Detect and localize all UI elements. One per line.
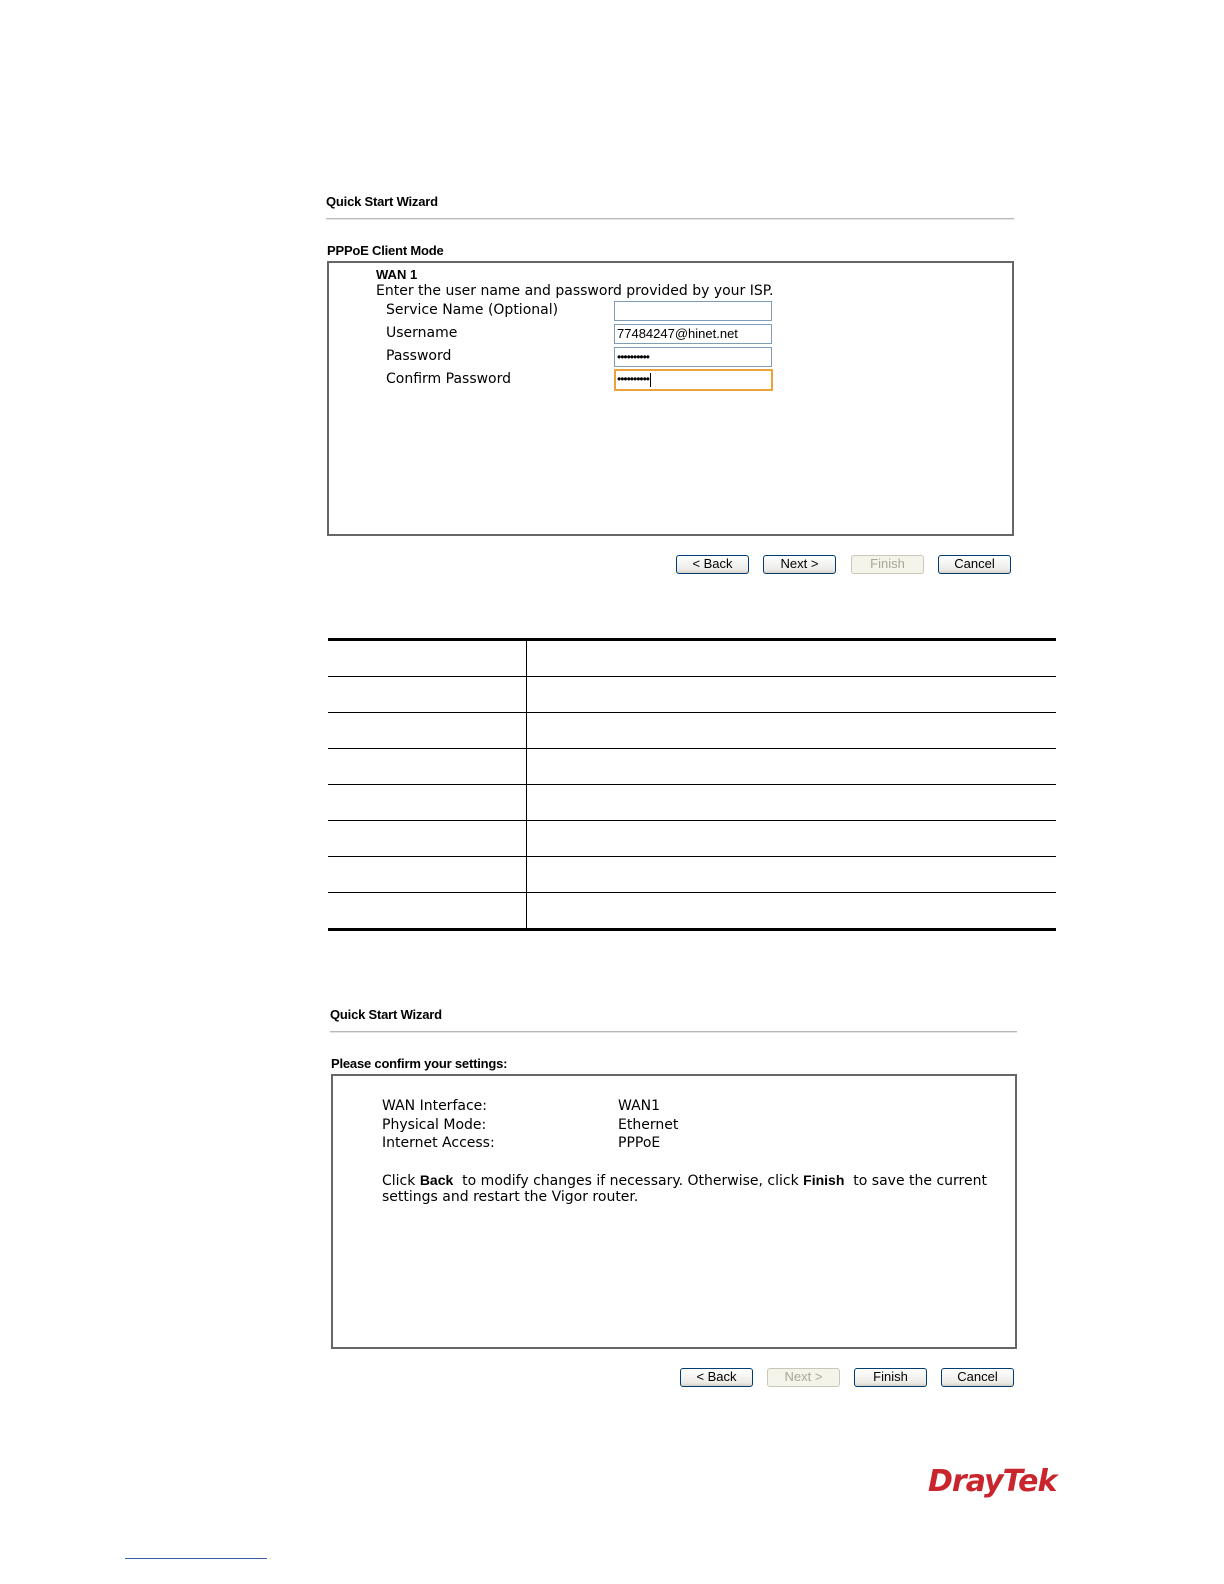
table-row: [328, 712, 1056, 713]
description-table: [328, 638, 1056, 932]
physical-mode-value: Ethernet: [618, 1117, 679, 1133]
draytek-logo: DrayTek: [928, 1464, 1057, 1499]
table-top-border: [328, 638, 1056, 641]
password-label: Password: [386, 348, 452, 364]
next-button[interactable]: Next >: [763, 555, 836, 574]
message-back: Back: [419, 1172, 454, 1188]
wizard-title: Quick Start Wizard: [326, 194, 438, 209]
title-divider-2: [330, 1031, 1017, 1033]
confirm-message-line2: settings and restart the Vigor router.: [382, 1189, 639, 1205]
message-part3: to save the current: [844, 1173, 987, 1189]
confirm-message: [382, 1172, 987, 1189]
section-title: PPPoE Client Mode: [327, 243, 444, 258]
service-name-input[interactable]: [614, 301, 772, 321]
service-name-label: Service Name (Optional): [386, 302, 559, 318]
cancel-button[interactable]: Cancel: [938, 555, 1011, 574]
username-label: Username: [386, 325, 458, 341]
finish-button[interactable]: Finish: [851, 555, 924, 574]
table-row: [328, 676, 1056, 677]
table-row: [328, 856, 1056, 857]
next-button-2[interactable]: Next >: [767, 1368, 840, 1387]
wizard-title-2: Quick Start Wizard: [330, 1007, 442, 1022]
pppoe-panel: [327, 261, 1014, 536]
instruction-text: Enter the user name and password provided by your ISP.: [376, 283, 774, 299]
confirm-password-label: Confirm Password: [386, 371, 512, 387]
table-row: [328, 820, 1056, 821]
table-column-divider: [526, 640, 527, 928]
message-finish: Finish: [803, 1172, 845, 1188]
confirm-password-value: ••••••••••: [617, 372, 650, 386]
text-caret: [650, 373, 651, 387]
cancel-button-2[interactable]: Cancel: [941, 1368, 1014, 1387]
finish-button-2[interactable]: Finish: [854, 1368, 927, 1387]
wan-interface-label: WAN Interface:: [382, 1098, 487, 1114]
wan-interface-value: WAN1: [618, 1098, 661, 1114]
table-row: [328, 748, 1056, 749]
footer-line: [125, 1558, 267, 1559]
table-row: [328, 784, 1056, 785]
confirm-section-title: Please confirm your settings:: [331, 1056, 508, 1071]
confirm-password-input[interactable]: [614, 369, 773, 391]
physical-mode-label: Physical Mode:: [382, 1117, 487, 1133]
internet-access-value: PPPoE: [618, 1135, 661, 1151]
table-bottom-border: [328, 928, 1056, 931]
title-divider: [326, 218, 1014, 220]
message-part2: to modify changes if necessary. Otherwise, click: [453, 1173, 804, 1189]
password-input[interactable]: ••••••••••: [614, 347, 772, 367]
internet-access-label: Internet Access:: [382, 1135, 495, 1151]
back-button[interactable]: < Back: [676, 555, 749, 574]
back-button-2[interactable]: < Back: [680, 1368, 753, 1387]
username-input[interactable]: 77484247@hinet.net: [614, 324, 772, 344]
message-part1: Click: [382, 1173, 420, 1189]
wan-label: WAN 1: [376, 267, 418, 282]
table-row: [328, 892, 1056, 893]
confirm-panel: [331, 1074, 1017, 1349]
